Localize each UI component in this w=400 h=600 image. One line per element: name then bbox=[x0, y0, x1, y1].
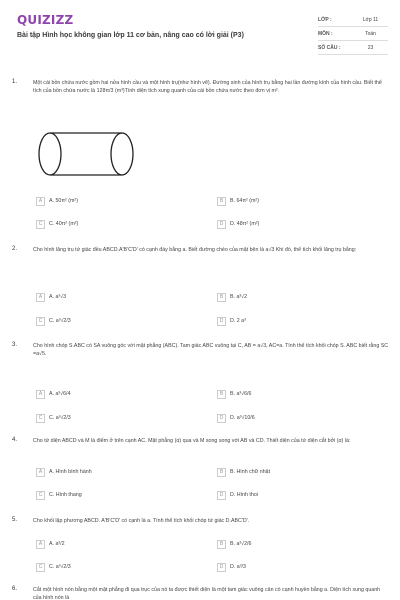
option-text: B. a³√6/6 bbox=[230, 391, 252, 397]
option-1a[interactable] bbox=[36, 196, 78, 206]
meta-key: SỐ CÂU : bbox=[318, 44, 341, 51]
option-letter: C bbox=[36, 317, 45, 326]
option-letter: A bbox=[36, 197, 45, 206]
option-letter: D bbox=[217, 491, 226, 500]
option-text: C. a³√2/3 bbox=[49, 318, 71, 324]
page-title: Bài tập Hình học không gian lớp 11 cơ bản, nâng cao có lời giải (P3) bbox=[17, 32, 244, 39]
question-number: 3. bbox=[12, 342, 18, 348]
option-text: B. a³√2/6 bbox=[230, 541, 252, 547]
option-letter: C bbox=[36, 414, 45, 423]
question-number: 5. bbox=[12, 517, 18, 523]
question-text: Cho hình lăng trụ tứ giác đều ABCD.A'B'C'D' có cạnh đáy bằng a. Biết đường chéo của mặt bên là a√3 Khi đó, thể tích khối lăng trụ bằng: bbox=[33, 247, 357, 253]
option-letter: C bbox=[36, 491, 45, 500]
option-text: B. a³√2 bbox=[230, 294, 248, 300]
option-4c[interactable] bbox=[36, 490, 82, 500]
option-3a[interactable] bbox=[36, 389, 70, 399]
option-5d[interactable] bbox=[217, 562, 246, 572]
option-text: A. 50π² (m²) bbox=[49, 198, 78, 204]
option-letter: D bbox=[217, 317, 226, 326]
option-text: A. a³/2 bbox=[49, 541, 65, 547]
option-text: C. a³√2/3 bbox=[49, 415, 71, 421]
option-letter: B bbox=[217, 468, 226, 477]
option-letter: B bbox=[217, 293, 226, 302]
option-letter: D bbox=[217, 220, 226, 229]
option-letter: B bbox=[217, 540, 226, 549]
option-letter: B bbox=[217, 197, 226, 206]
meta-key: LỚP : bbox=[318, 16, 332, 23]
meta-value: Toán bbox=[365, 30, 376, 37]
option-letter: A bbox=[36, 293, 45, 302]
option-4a[interactable] bbox=[36, 467, 92, 477]
option-text: D. a³√10/6 bbox=[230, 415, 255, 421]
option-3b[interactable] bbox=[217, 389, 251, 399]
meta-row-class bbox=[318, 13, 388, 27]
option-letter: C bbox=[36, 563, 45, 572]
question-number: 2. bbox=[12, 246, 18, 252]
question-text: Cắt một hình nón bằng một mặt phẳng đi qua trục của nó ta được thiết diện là một tam giác vuông cân có cạnh huyền bằng a. Diện tích xung quanh của hình nón là bbox=[33, 587, 381, 600]
option-4d[interactable] bbox=[217, 490, 258, 500]
question-text: Cho khối lập phương ABCD. A'B'C'D' có cạnh là a. Tính thể tích khối chóp tứ giác D.ABC'D'. bbox=[33, 518, 250, 524]
option-text: D. Hình thoi bbox=[230, 492, 258, 498]
meta-value: Lớp 11 bbox=[362, 16, 379, 23]
option-2d[interactable] bbox=[217, 316, 246, 326]
option-text: C. a³√2/3 bbox=[49, 564, 71, 570]
question-number: 1. bbox=[12, 79, 18, 85]
cylinder-tank-figure bbox=[37, 130, 135, 178]
option-2a[interactable] bbox=[36, 292, 66, 302]
question-text: Cho tứ diện ABCD và M là điểm ở trên cạnh AC. Mặt phẳng (α) qua và M song song với AB và CD. Thiết diện của tứ diện cắt bởi (α) là: bbox=[33, 438, 351, 444]
option-3d[interactable] bbox=[217, 413, 255, 423]
option-5a[interactable] bbox=[36, 539, 65, 549]
meta-row-count bbox=[318, 41, 388, 55]
quizizz-logo: QUIZIZZ bbox=[17, 13, 74, 27]
option-3c[interactable] bbox=[36, 413, 71, 423]
option-letter: D bbox=[217, 414, 226, 423]
option-text: A. a³√6/4 bbox=[49, 391, 71, 397]
option-5b[interactable] bbox=[217, 539, 251, 549]
option-text: C. Hình thang bbox=[49, 492, 82, 498]
option-2c[interactable] bbox=[36, 316, 71, 326]
option-text: A. a³√3 bbox=[49, 294, 67, 300]
option-text: B. Hình chữ nhật bbox=[230, 469, 271, 475]
meta-key: MÔN : bbox=[318, 30, 333, 37]
option-letter: A bbox=[36, 390, 45, 399]
question-text: Cho hình chóp S.ABC có SA vuông góc với mặt phẳng (ABC). Tam giác ABC vuông tại C, AB = a√3, AC=a. Tính thể tích khối chóp S. ABC biết rằng SC =a√5. bbox=[33, 343, 389, 357]
option-text: D. a³/3 bbox=[230, 564, 246, 570]
option-text: D. 2 a³ bbox=[230, 318, 246, 324]
question-number: 4. bbox=[12, 437, 18, 443]
option-5c[interactable] bbox=[36, 562, 71, 572]
option-text: D. 48π² (m²) bbox=[230, 221, 260, 227]
option-text: A. Hình bình hành bbox=[49, 469, 92, 475]
option-1d[interactable] bbox=[217, 219, 259, 229]
option-letter: D bbox=[217, 563, 226, 572]
option-1b[interactable] bbox=[217, 196, 259, 206]
option-4b[interactable] bbox=[217, 467, 270, 477]
option-text: C. 40π² (m²) bbox=[49, 221, 79, 227]
meta-row-subject bbox=[318, 27, 388, 41]
option-letter: B bbox=[217, 390, 226, 399]
option-letter: C bbox=[36, 220, 45, 229]
meta-table bbox=[318, 13, 388, 55]
question-number: 6. bbox=[12, 586, 18, 592]
option-letter: A bbox=[36, 540, 45, 549]
option-1c[interactable] bbox=[36, 219, 78, 229]
question-text: Một cái bồn chứa nước gồm hai nửa hình cầu và một hình trụ(như hình vẽ). Đường sinh của hình trụ bằng hai lần đường kính của hình cầu. Biết thể tích của bồn chứa nước là 128π/3 (m³)Tính diện tích xung quanh của cái bồn chứa nước theo đơn vị m². bbox=[33, 80, 382, 94]
option-text: B. 64π² (m²) bbox=[230, 198, 259, 204]
option-2b[interactable] bbox=[217, 292, 247, 302]
header bbox=[0, 0, 400, 66]
meta-value: 23 bbox=[367, 44, 374, 51]
option-letter: A bbox=[36, 468, 45, 477]
